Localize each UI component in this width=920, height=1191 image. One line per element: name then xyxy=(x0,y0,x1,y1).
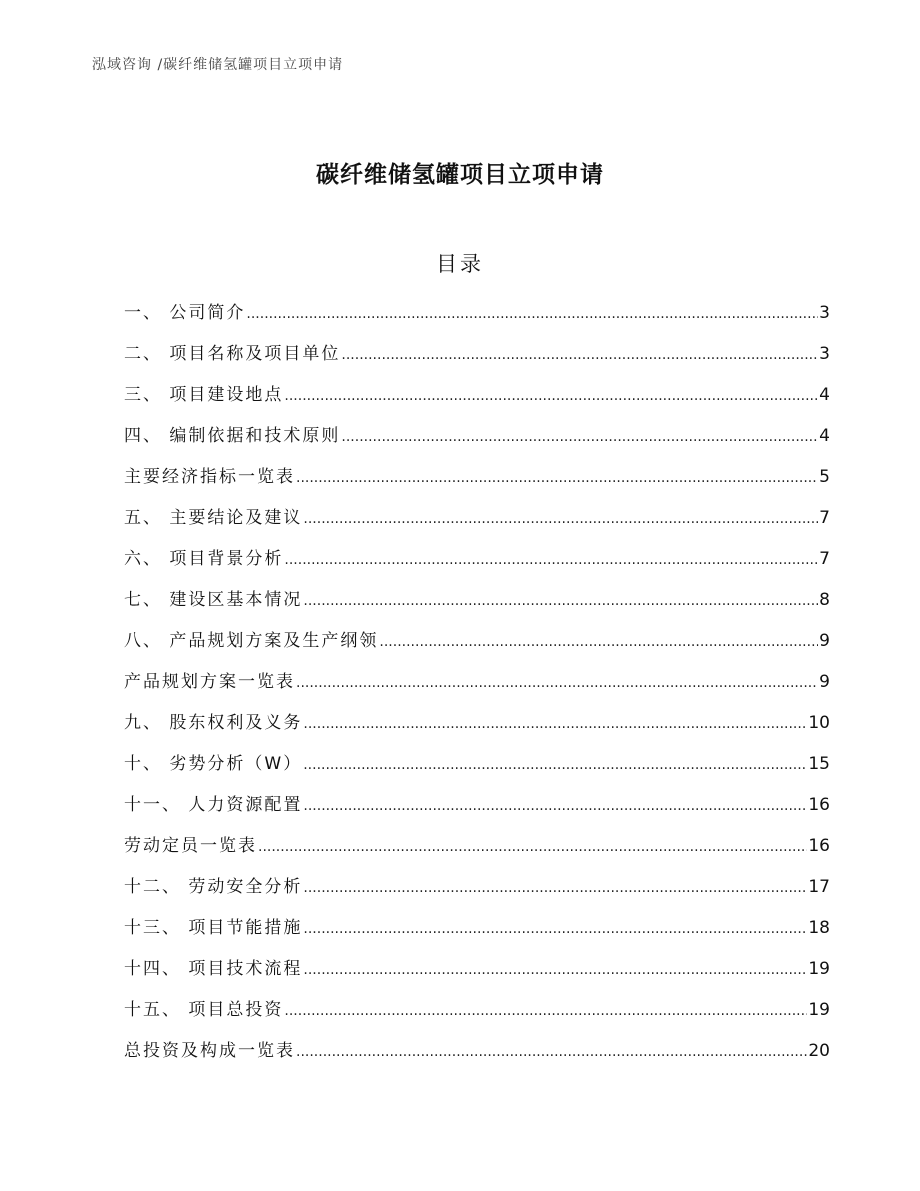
toc-entry-page: 16 xyxy=(808,795,830,815)
toc-dot-leader xyxy=(379,627,818,657)
toc-entry-page: 17 xyxy=(808,877,830,897)
toc-entry-page: 4 xyxy=(819,385,830,405)
toc-dot-leader xyxy=(246,299,818,329)
toc-entry-page: 7 xyxy=(819,549,830,569)
toc-dot-leader xyxy=(341,340,818,370)
toc-entry[interactable] xyxy=(124,421,830,462)
toc-entry[interactable] xyxy=(124,298,830,339)
running-header: 泓域咨询 /碳纤维储氢罐项目立项申请 xyxy=(92,57,344,73)
toc-entry-label: 四、 编制依据和技术原则 xyxy=(124,426,341,446)
toc-entry[interactable] xyxy=(124,995,830,1036)
toc-entry-label: 九、 股东权利及义务 xyxy=(124,713,303,733)
toc-dot-leader xyxy=(303,873,807,903)
toc-entry[interactable] xyxy=(124,380,830,421)
toc-entry[interactable] xyxy=(124,339,830,380)
toc-entry-page: 19 xyxy=(808,959,830,979)
toc-entry-page: 15 xyxy=(808,754,830,774)
toc-dot-leader xyxy=(303,791,807,821)
toc-entry-page: 18 xyxy=(808,918,830,938)
toc-entry-page: 16 xyxy=(808,836,830,856)
toc-dot-leader xyxy=(296,668,818,698)
toc-entry-label: 十三、 项目节能措施 xyxy=(124,918,303,938)
toc-dot-leader xyxy=(303,955,807,985)
toc-entry-label: 二、 项目名称及项目单位 xyxy=(124,344,341,364)
toc-dot-leader xyxy=(303,750,807,780)
toc-entry[interactable] xyxy=(124,585,830,626)
toc-entry-page: 7 xyxy=(819,508,830,528)
toc-entry[interactable] xyxy=(124,913,830,954)
toc-dot-leader xyxy=(296,463,818,493)
toc-dot-leader xyxy=(284,996,807,1026)
toc-dot-leader xyxy=(258,832,807,862)
toc-entry-page: 8 xyxy=(819,590,830,610)
toc-entry-label: 十五、 项目总投资 xyxy=(124,1000,284,1020)
toc-dot-leader xyxy=(303,709,807,739)
toc-entry-label: 劳动定员一览表 xyxy=(124,836,257,856)
toc-entry[interactable] xyxy=(124,626,830,667)
toc-entry-label: 三、 项目建设地点 xyxy=(124,385,284,405)
toc-entry[interactable] xyxy=(124,749,830,790)
toc-entry-label: 八、 产品规划方案及生产纲领 xyxy=(124,631,379,651)
toc-entry-label: 十二、 劳动安全分析 xyxy=(124,877,303,897)
toc-entry-label: 七、 建设区基本情况 xyxy=(124,590,303,610)
toc-entry-label: 五、 主要结论及建议 xyxy=(124,508,303,528)
toc-entry[interactable] xyxy=(124,708,830,749)
toc-dot-leader xyxy=(296,1037,807,1067)
toc-entry-page: 9 xyxy=(819,631,830,651)
toc-entry[interactable] xyxy=(124,954,830,995)
toc-entry-page: 20 xyxy=(808,1041,830,1061)
toc-entry-page: 3 xyxy=(819,344,830,364)
toc-entry-label: 总投资及构成一览表 xyxy=(124,1041,295,1061)
toc-entry[interactable] xyxy=(124,462,830,503)
table-of-contents xyxy=(124,298,830,1077)
toc-entry[interactable] xyxy=(124,872,830,913)
toc-entry[interactable] xyxy=(124,790,830,831)
toc-entry[interactable] xyxy=(124,503,830,544)
toc-dot-leader xyxy=(284,545,818,575)
toc-entry-label: 十一、 人力资源配置 xyxy=(124,795,303,815)
toc-entry-page: 19 xyxy=(808,1000,830,1020)
toc-entry-page: 10 xyxy=(808,713,830,733)
toc-dot-leader xyxy=(303,504,818,534)
toc-entry-page: 9 xyxy=(819,672,830,692)
toc-entry-page: 5 xyxy=(819,467,830,487)
toc-entry-label: 十四、 项目技术流程 xyxy=(124,959,303,979)
toc-entry-page: 4 xyxy=(819,426,830,446)
toc-entry-label: 一、 公司简介 xyxy=(124,303,246,323)
toc-entry-label: 产品规划方案一览表 xyxy=(124,672,295,692)
document-title: 碳纤维储氢罐项目立项申请 xyxy=(316,162,604,188)
toc-entry[interactable] xyxy=(124,1036,830,1077)
toc-entry-label: 六、 项目背景分析 xyxy=(124,549,284,569)
toc-dot-leader xyxy=(303,914,807,944)
toc-dot-leader xyxy=(303,586,818,616)
toc-entry[interactable] xyxy=(124,544,830,585)
toc-dot-leader xyxy=(341,422,818,452)
toc-dot-leader xyxy=(284,381,818,411)
toc-entry-label: 十、 劣势分析（W） xyxy=(124,754,303,774)
toc-entry-page: 3 xyxy=(819,303,830,323)
toc-heading: 目录 xyxy=(436,252,484,276)
toc-entry[interactable] xyxy=(124,831,830,872)
toc-entry[interactable] xyxy=(124,667,830,708)
toc-entry-label: 主要经济指标一览表 xyxy=(124,467,295,487)
